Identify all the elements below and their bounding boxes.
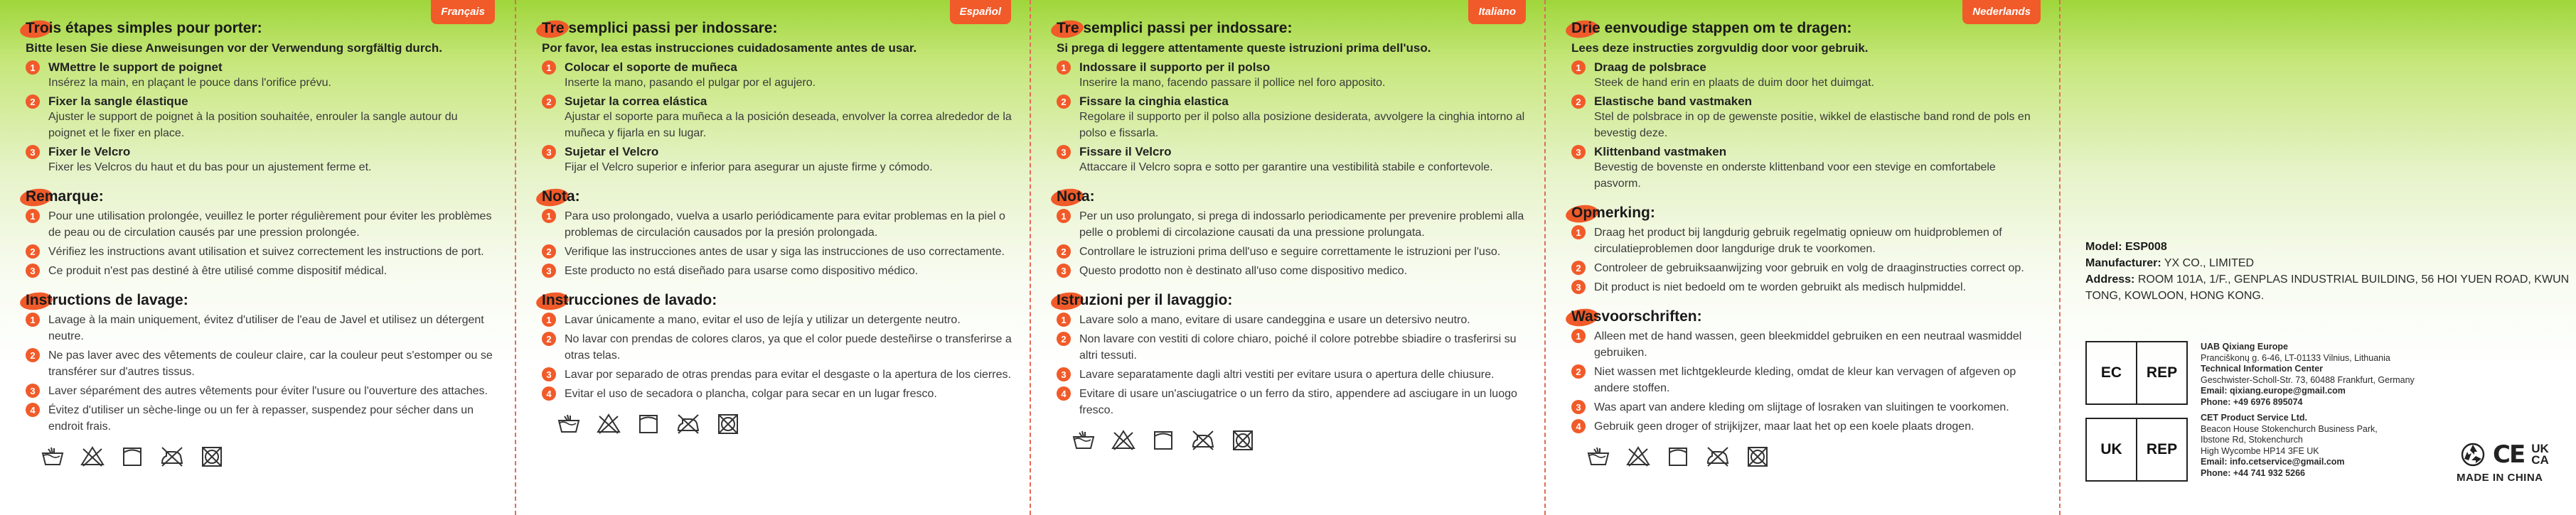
step-title: Indossare il supporto per il polso [1079,60,1271,74]
panel-français [0,0,516,515]
note-title: Remarque: [26,188,104,205]
line-dry-icon [636,412,661,435]
wash-text: Laver séparément des autres vêtements pour éviter l'usure ou l'ouverture des attaches. [48,385,488,397]
no-bleach-icon [1111,428,1136,451]
wash-item [542,312,1014,328]
panel-italiano [1031,0,1547,515]
wash-title: Wasvoorschriften: [1571,308,1702,325]
care-icons [1057,428,1529,451]
wash-number: 1 [1571,329,1586,343]
care-icons [1571,445,2043,467]
language-tag: Nederlands [1962,0,2041,24]
step-item [26,144,498,175]
wash-number: 4 [1571,419,1586,433]
no-tumble-dry-icon [199,445,225,467]
section-title [1571,20,1851,37]
note-item [1057,244,1529,260]
step-title: Sujetar el Velcro [565,145,659,158]
step-text: Inserte la mano, pasando el pulgar por el agujero. [565,77,816,89]
line-dry-icon [1150,428,1176,451]
wash-number: 3 [26,384,40,398]
step-item [1571,60,2043,91]
step-number: 2 [1571,94,1586,109]
note-number: 1 [1571,225,1586,239]
certification-marks [2460,440,2560,469]
note-title: Nota: [1057,188,1095,205]
note-text: Pour une utilisation prolongée, veuillez le porter régulièrement pour éviter les problèmes de peau ou de circulation causés par une pression prolongée. [48,210,492,239]
wash-number: 1 [542,313,556,327]
step-number: 2 [26,94,40,109]
wash-item [542,367,1014,383]
note-number: 2 [1057,244,1071,259]
step-text: Ajuster le support de poignet à la position souhaitée, enrouler la sangle autour du poignet et le fixer en place. [48,111,458,139]
uk-rep-address-2: Ibstone Rd, Stokenchurch [2201,435,2303,445]
wash-text: Niet wassen met lichtgekleurde kleding, omdat de kleur kan vervagen of afgeven op andere stoffen. [1594,366,2016,394]
uk-rep-address-1: Beacon House Stokenchurch Business Park, [2201,423,2378,434]
section-title [1057,188,1095,205]
note-item [1571,224,2043,257]
note-text: Dit product is niet bedoeld om te worden gebruikt als medisch hulpmiddel. [1594,281,1966,293]
how-to-subtitle: Lees deze instructies zorgvuldig door voor gebruik. [1571,41,1869,55]
language-tag: Español [950,0,1011,24]
wash-item [26,312,498,345]
note-number: 3 [1571,280,1586,294]
note-title: Opmerking: [1571,205,1655,221]
made-in-label: MADE IN CHINA [2457,472,2543,484]
uk-rep-address-3: High Wycombe HP14 3FE UK [2201,445,2319,456]
section-title [26,188,104,205]
step-text: Regolare il supporto per il polso alla posizione desiderata, avvolgere la cinghia intorno al polso e fissarla. [1079,111,1525,139]
section-title [1057,20,1292,37]
wash-text: Was apart van andere kleding om slijtage of losraken van sluitingen te voorkomen. [1594,401,2009,413]
wash-text: Lavare separatamente dagli altri vestiti per evitare usura o apertura delle chiusure. [1079,369,1495,381]
model-line [2085,239,2576,255]
ec-rep-email: Email: qixiang.europe@gmail.com [2201,386,2346,396]
note-number: 3 [1057,264,1071,278]
step-title: Draag de polsbrace [1594,60,1706,74]
uk-rep-phone: Phone: +44 741 932 5266 [2201,467,2305,478]
step-text: Inserire la mano, facendo passare il pollice nel foro apposito. [1079,77,1386,89]
step-text: Bevestig de bovenste en onderste klittenband voor een stevige en comfortabele pasvorm. [1594,161,1996,190]
how-to-wear-section [1571,18,2043,192]
wash-item [1571,399,2043,416]
product-info [2085,239,2576,304]
panel-divider [2059,0,2061,515]
note-item [26,263,498,279]
no-iron-icon [1705,445,1731,467]
step-item [26,94,498,141]
uk-rep-text [2201,413,2378,479]
note-title: Nota: [542,188,580,205]
step-item [1057,60,1529,91]
note-item [542,263,1014,279]
uk-rep-email: Email: info.cetservice@gmail.com [2201,457,2345,467]
wash-title: Instrucciones de lavado: [542,292,717,308]
step-text: Steek de hand erin en plaats de duim door het duimgat. [1594,77,1875,89]
step-number: 1 [1571,60,1586,75]
step-number: 2 [542,94,556,109]
model-value: ESP008 [2125,241,2167,253]
step-title: Fixer le Velcro [48,145,131,158]
wash-item [1057,386,1529,418]
note-number: 1 [542,209,556,223]
step-title: Fissare la cinghia elastica [1079,94,1229,108]
step-title: WMettre le support de poignet [48,60,223,74]
note-number: 3 [542,264,556,278]
step-title: Sujetar la correa elástica [565,94,707,108]
step-text: Insérez la main, en plaçant le pouce dans l'orifice prévu. [48,77,331,89]
no-iron-icon [159,445,185,467]
how-to-title: Tre semplici passi per indossare: [1057,20,1293,36]
step-item [1057,94,1529,141]
line-dry-icon [119,445,145,467]
note-item [1571,260,2043,276]
recycle-icon [2460,442,2486,467]
step-item [542,94,1014,141]
uk-rep-company: CET Product Service Ltd. [2201,413,2308,423]
wash-item [26,347,498,380]
line-dry-icon [1665,445,1691,467]
wash-item [1571,418,2043,435]
care-icons [542,412,1014,435]
hand-wash-icon [556,412,582,435]
ec-rep-tech-center: Technical Information Center [2201,364,2324,374]
how-to-title: Trois étapes simples pour porter: [26,20,262,36]
care-icons [26,445,498,467]
hand-wash-icon [1586,445,1611,467]
section-title [542,292,717,309]
step-text: Fijar el Velcro superior e inferior para asegurar un ajuste firme y cómodo. [565,161,933,173]
wash-text: Lavare solo a mano, evitare di usare candeggina e usare un detersivo neutro. [1079,314,1470,326]
wash-text: Evitar el uso de secadora o plancha, colgar para secar en un lugar fresco. [565,388,937,400]
wash-number: 1 [1057,313,1071,327]
wash-number: 2 [1057,332,1071,346]
panel-divider [1544,0,1546,515]
wash-item [1571,328,2043,361]
step-item [1057,144,1529,175]
step-number: 1 [1057,60,1071,75]
how-to-subtitle: Si prega di leggere attentamente queste istruzioni prima dell'uso. [1057,41,1431,55]
wash-text: Lavar por separado de otras prendas para evitar el desgaste o la apertura de los cierres. [565,369,1011,381]
manufacturer-value: YX CO., LIMITED [2164,257,2255,269]
step-number: 3 [1571,145,1586,159]
wash-number: 2 [542,332,556,346]
wash-item [1571,364,2043,396]
panel-divider [1030,0,1031,515]
how-to-title: Drie eenvoudige stappen om te dragen: [1571,20,1852,36]
manufacturer-label: Manufacturer: [2085,257,2161,269]
note-text: Ce produit n'est pas destiné à être utilisé comme dispositif médical. [48,265,388,277]
note-number: 1 [1057,209,1071,223]
no-bleach-icon [596,412,621,435]
uk-rep-label: REP [2146,441,2178,457]
note-text: Vérifiez les instructions avant utilisation et suivez correctement les instructions de port. [48,246,484,258]
note-number: 2 [542,244,556,259]
how-to-wear-section [1057,18,1529,175]
wash-number: 4 [1057,386,1071,401]
note-number: 3 [26,264,40,278]
wash-number: 2 [26,348,40,362]
step-title: Fissare il Velcro [1079,145,1172,158]
wash-section [1057,291,1529,451]
section-title [1571,308,1702,325]
no-iron-icon [675,412,701,435]
ec-rep-label: REP [2146,364,2178,381]
section-title [26,20,262,37]
ec-rep-tech-address: Geschwister-Scholl-Str. 73, 60488 Frankfurt, Germany [2201,374,2415,385]
note-text: Verifique las instrucciones antes de usar y siga las instrucciones de uso correctamente. [565,246,1005,258]
step-item [542,144,1014,175]
wash-text: Alleen met de hand wassen, geen bleekmiddel gebruiken en een neutraal wasmiddel gebruiken. [1594,330,2022,359]
step-item [1571,94,2043,141]
how-to-subtitle: Bitte lesen Sie diese Anweisungen vor der Verwendung sorgfältig durch. [26,41,442,55]
address-line [2085,271,2576,304]
address-value: ROOM 101A, 1/F., GENPLAS INDUSTRIAL BUILDING, 56 HOI YUEN ROAD, KWUN TONG, KOWLOON, HONG KONG. [2085,273,2570,302]
language-tag: Français [431,0,495,24]
no-tumble-dry-icon [715,412,741,435]
note-text: Per un uso prolungato, si prega di indossarlo periodicamente per prevenire problemi alla pelle o problemi di circolazione causati da una pressione prolungata. [1079,210,1524,239]
wash-text: No lavar con prendas de colores claros, ya que el color puede desteñirse o transferirse a otras telas. [565,333,1012,362]
note-text: Draag het product bij langdurig gebruik regelmatig opnieuw om huidproblemen of circulatieproblemen door langdurige druk te voorkomen. [1594,227,2002,255]
step-title: Colocar el soporte de muñeca [565,60,737,74]
no-bleach-icon [1625,445,1651,467]
wash-text: Lavage à la main uniquement, évitez d'utiliser de l'eau de Javel et utilisez un détergent neutre. [48,314,484,342]
note-section [542,187,1014,279]
no-iron-icon [1190,428,1216,451]
wash-number: 3 [542,367,556,381]
wash-text: Gebruik geen droger of strijkijzer, maar laat het op een koele plaats drogen. [1594,421,1974,433]
ukca-mark-icon: UK CA [2531,442,2549,467]
note-text: Controllare le istruzioni prima dell'uso e seguire correttamente le istruzioni per l'uso. [1079,246,1501,258]
wash-item [542,386,1014,402]
note-item [26,244,498,260]
ec-rep-box [2085,341,2188,405]
note-text: Questo prodotto non è destinato all'uso come dispositivo medico. [1079,265,1408,277]
wash-number: 3 [1057,367,1071,381]
ec-rep-address: Pranciškonų g. 6-46, LT-01133 Vilnius, Lithuania [2201,352,2390,363]
panel-español [516,0,1032,515]
step-number: 3 [1057,145,1071,159]
note-number: 2 [26,244,40,259]
address-label: Address: [2085,273,2135,286]
wash-item [1057,367,1529,383]
step-text: Attaccare il Velcro sopra e sotto per garantire una vestibilità stabile e confortevole. [1079,161,1493,173]
model-label: Model: [2085,241,2122,253]
ec-rep-company: UAB Qixiang Europe [2201,342,2288,352]
step-item [26,60,498,91]
note-item [542,244,1014,260]
wash-number: 4 [26,403,40,417]
wash-text: Non lavare con vestiti di colore chiaro, poiché il colore potrebbe sbiadire o trasferirsi su altri tessuti. [1079,333,1517,362]
step-title: Klittenband vastmaken [1594,145,1727,158]
wash-number: 4 [542,386,556,401]
step-number: 3 [26,145,40,159]
section-title [1057,292,1232,309]
wash-number: 3 [1571,400,1586,414]
ec-rep-text [2201,342,2415,408]
wash-number: 2 [1571,364,1586,379]
ec-label: EC [2087,342,2137,403]
wash-item [542,331,1014,364]
step-number: 1 [542,60,556,75]
wash-text: Evitare di usare un'asciugatrice o un ferro da stiro, appendere ad asciugare in un luogo fresco. [1079,388,1517,416]
uk-label: UK [2087,419,2137,480]
how-to-title: Tre semplici passi per indossare: [542,20,778,36]
note-section [1571,203,2043,296]
note-text: Para uso prolongado, vuelva a usarlo periódicamente para evitar problemas en la piel o problemas de circulación causados por la presión prolongada. [565,210,1005,239]
wash-title: Istruzioni per il lavaggio: [1057,292,1233,308]
how-to-subtitle: Por favor, lea estas instrucciones cuidadosamente antes de usar. [542,41,917,55]
note-number: 2 [1571,261,1586,275]
wash-item [1057,331,1529,364]
wash-title: Instructions de lavage: [26,292,188,308]
note-item [1057,208,1529,241]
note-item [1057,263,1529,279]
wash-text: Lavar únicamente a mano, evitar el uso de lejía y utilizar un detergente neutro. [565,314,961,326]
step-item [542,60,1014,91]
note-item [26,208,498,241]
note-item [542,208,1014,241]
note-item [1571,279,2043,296]
wash-number: 1 [26,313,40,327]
no-tumble-dry-icon [1745,445,1770,467]
hand-wash-icon [40,445,65,467]
step-text: Ajustar el soporte para muñeca a la posición deseada, envolver la correa alrededor de la muñeca y fijarla en su lugar. [565,111,1012,139]
manufacturer-line [2085,255,2576,271]
info-panel [2083,0,2576,515]
wash-item [26,402,498,435]
panel-nederlands [1546,0,2062,515]
step-title: Elastische band vastmaken [1594,94,1753,108]
step-number: 2 [1057,94,1071,109]
wash-item [26,383,498,399]
note-section [1057,187,1529,279]
panel-divider [515,0,516,515]
section-title [542,20,777,37]
wash-item [1057,312,1529,328]
step-number: 1 [26,60,40,75]
step-text: Stel de polsbrace in op de gewenste positie, wikkel de elastische band rond de pols en bevestig deze. [1594,111,2031,139]
no-tumble-dry-icon [1230,428,1256,451]
no-bleach-icon [80,445,105,467]
note-number: 1 [26,209,40,223]
ce-mark-icon: CE [2493,440,2525,469]
section-title [26,292,188,309]
ec-rep-phone: Phone: +49 6976 895074 [2201,396,2303,407]
wash-section [542,291,1014,435]
section-title [1571,205,1655,222]
step-number: 3 [542,145,556,159]
wash-text: Évitez d'utiliser un sèche-linge ou un fer à repasser, suspendez pour sécher dans un endroit frais. [48,404,474,433]
hand-wash-icon [1071,428,1096,451]
note-text: Controleer de gebruiksaanwijzing voor gebruik en volg de draaginstructies correct op. [1594,262,2024,274]
step-text: Fixer les Velcros du haut et du bas pour un ajustement ferme et. [48,161,372,173]
note-text: Este producto no está diseñado para usarse como dispositivo médico. [565,265,919,277]
wash-section [26,291,498,467]
wash-section [1571,307,2043,467]
step-title: Fixer la sangle élastique [48,94,188,108]
note-section [26,187,498,279]
language-tag: Italiano [1468,0,1526,24]
wash-text: Ne pas laver avec des vêtements de couleur claire, car la couleur peut s'estomper ou se transférer sur d'autres tissus. [48,349,493,378]
step-item [1571,144,2043,192]
how-to-wear-section [26,18,498,175]
section-title [542,188,580,205]
uk-rep-box [2085,418,2188,482]
how-to-wear-section [542,18,1014,175]
